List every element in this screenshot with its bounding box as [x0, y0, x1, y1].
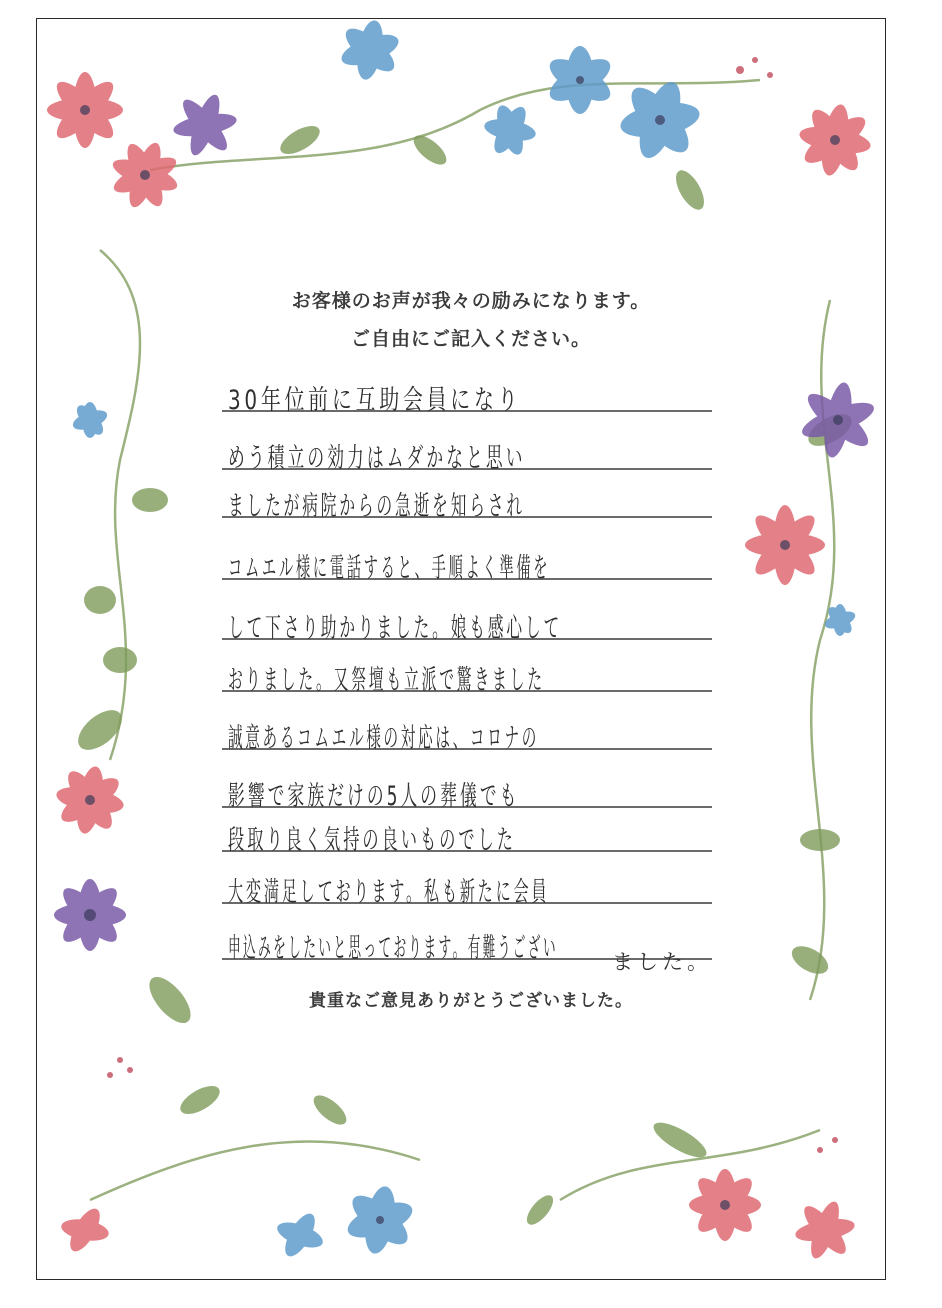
handwritten-line: めう積立の効力はムダかなと思い — [228, 443, 526, 474]
card-heading-line1: お客様のお声が我々の励みになります。 — [291, 290, 651, 312]
card-heading-line2: ご自由にご記入ください。 — [350, 328, 591, 350]
card-footer-thanks: 貴重なご意見ありがとうございました。 — [309, 991, 633, 1011]
handwritten-line: 大変満足しております。私も新たに会員 — [228, 877, 550, 908]
handwritten-line: 30年位前に互助会員になり — [228, 385, 522, 416]
handwritten-line: 誠意あるコムエル様の対応は、コロナの — [228, 723, 540, 754]
handwritten-line: して下さり助かりました。娘も感心して — [228, 613, 563, 644]
handwritten-line: ましたが病院からの急逝を知らされ — [228, 491, 525, 522]
handwritten-line: 影響で家族だけの5人の葬儀でも — [228, 781, 520, 812]
handwritten-line: コムエル様に電話すると、手順よく準備を — [228, 553, 551, 584]
handwritten-line: 段取り良く気持の良いものでした — [228, 825, 516, 856]
handwritten-line: おりました。又祭壇も立派で驚きました — [228, 665, 545, 696]
handwritten-line-tail: ました。 — [612, 950, 712, 974]
handwritten-line: 申込みをしたいと思っております。有難うござい — [228, 933, 558, 964]
